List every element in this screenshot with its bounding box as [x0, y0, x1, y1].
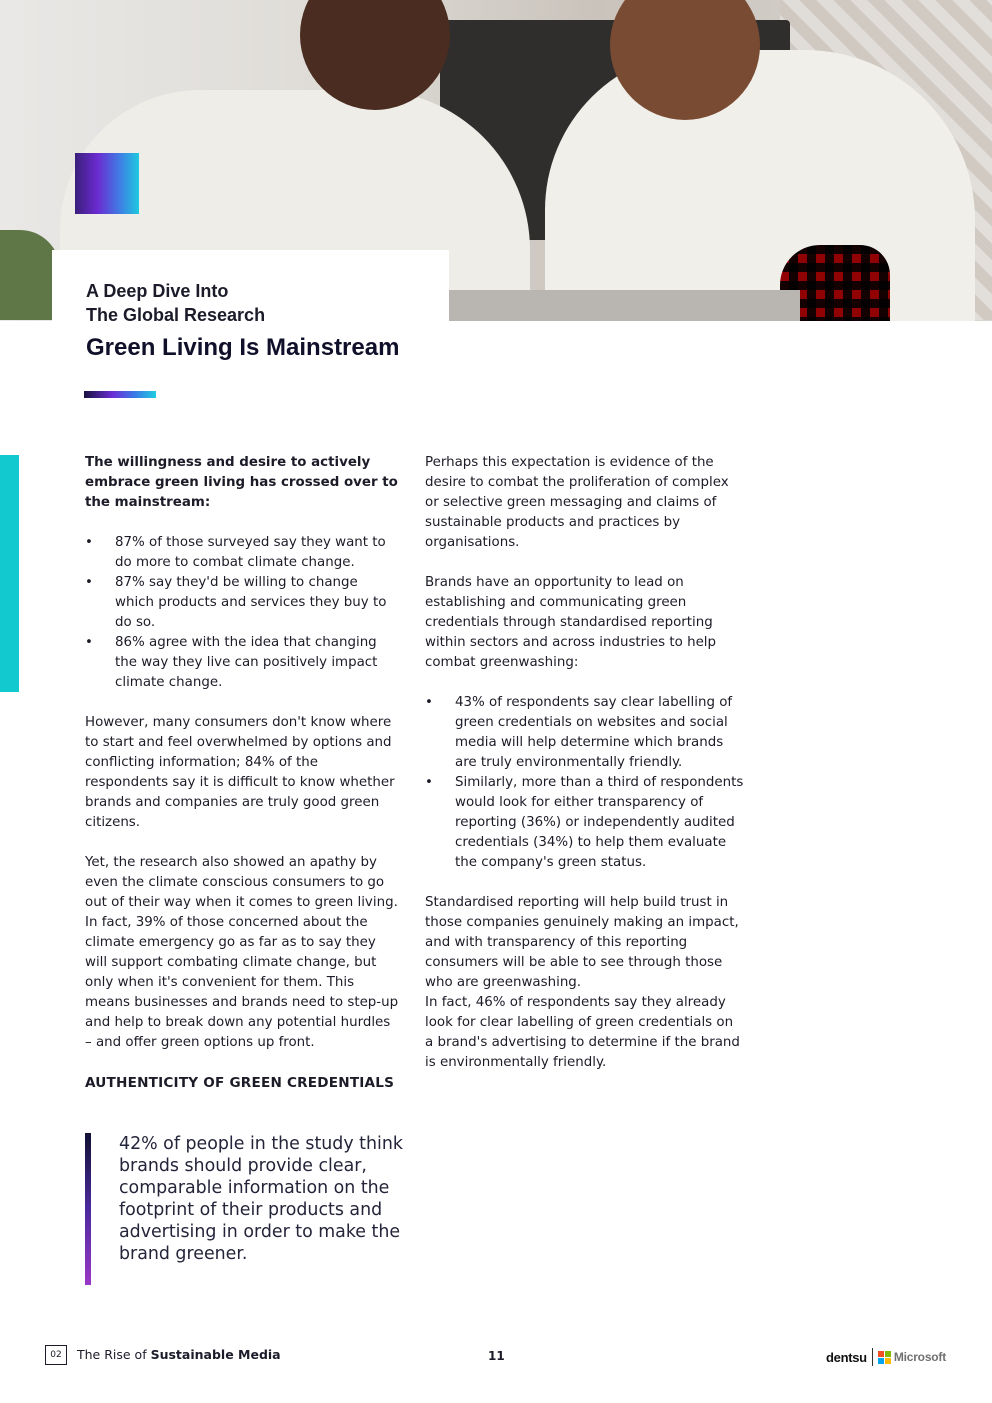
left-column: [85, 453, 400, 1103]
body-paragraph: Standardised reporting will help build trust in those companies genuinely making an impact, and with transparency of this reporting consumers will be able to see through those who are greenwashing.: [425, 895, 739, 990]
pull-quote-text: 42% of people in the study think brands should provide clear, comparable information on the footprint of their products and advertising in order to make the brand greener.: [119, 1134, 403, 1264]
section-heading: AUTHENTICITY OF GREEN CREDENTIALS: [85, 1075, 395, 1091]
list-item: [425, 773, 745, 873]
body-paragraph: Yet, the research also showed an apathy by even the climate conscious consumers to go out of their way when it comes to green living. In fact, 39% of those concerned about the climate emergency go as far as to say they will support combating climate change, but only when it's convenient for them. This means businesses and brands need to step-up and help to break down any potential hurdles – and offer green options up front.: [85, 855, 399, 1050]
microsoft-wordmark: Microsoft: [893, 1350, 947, 1364]
quote-gradient-bar: [85, 1133, 91, 1285]
bullet-icon: •: [425, 775, 433, 790]
lead-paragraph: The willingness and desire to actively embrace green living has crossed over to the mainstream:: [85, 455, 398, 510]
body-paragraph: Brands have an opportunity to lead on establishing and communicating green credentials through standardised reporting within sectors and across industries to help combat greenwashing:: [425, 575, 717, 670]
gradient-square-decoration: [75, 153, 139, 214]
report-title-prefix: The Rise of: [77, 1347, 147, 1362]
bullet-icon: •: [425, 695, 433, 710]
list-item: [85, 633, 400, 693]
page-title: Green Living Is Mainstream: [86, 334, 400, 361]
page-number: 11: [488, 1349, 505, 1363]
body-paragraph: However, many consumers don't know where to start and feel overwhelmed by options and conflicting information; 84% of the respondents say it is difficult to know whether brands and companies are truly good green citizens.: [85, 715, 395, 830]
list-item-text: 87% of those surveyed say they want to do more to combat climate change.: [115, 535, 386, 570]
body-paragraph: Perhaps this expectation is evidence of the desire to combat the proliferation of complex or selective green messaging and claims of sustainable products and practices by organisations.: [425, 455, 729, 550]
title-gradient-rule: [84, 391, 156, 398]
right-column: [425, 453, 745, 1093]
list-item-text: Similarly, more than a third of respondents would look for either transparency of reporting (36%) or independently audited credentials (34%) to help them evaluate the company's green status.: [455, 775, 744, 870]
bullet-icon: •: [85, 635, 93, 650]
dentsu-logo: dentsu: [826, 1349, 867, 1365]
bullet-icon: •: [85, 535, 93, 550]
report-title-bold: Sustainable Media: [150, 1347, 281, 1362]
microsoft-logo-icon: [878, 1351, 891, 1364]
bullet-icon: •: [85, 575, 93, 590]
list-item: [85, 533, 400, 573]
body-paragraph: In fact, 46% of respondents say they already look for clear labelling of green credentials on a brand's advertising to determine if the brand is environmentally friendly.: [425, 995, 740, 1070]
brand-logos: [826, 1348, 946, 1366]
kicker-line-1: A Deep Dive Into: [86, 281, 229, 301]
pull-quote: [85, 1133, 429, 1265]
list-item: [425, 693, 745, 773]
kicker-line-2: The Global Research: [86, 305, 266, 325]
logo-divider: [872, 1348, 873, 1366]
page-footer: [0, 1340, 992, 1370]
left-bullet-list: [85, 533, 400, 693]
chapter-number-badge: 02: [45, 1345, 67, 1365]
page-kicker: [86, 279, 265, 327]
side-accent-bar: [0, 455, 19, 692]
list-item: [85, 573, 400, 633]
report-title: [77, 1347, 281, 1362]
list-item-text: 86% agree with the idea that changing the way they live can positively impact climate change.: [115, 635, 378, 690]
list-item-text: 87% say they'd be willing to change which products and services they buy to do so.: [115, 575, 387, 630]
right-bullet-list: [425, 693, 745, 873]
list-item-text: 43% of respondents say clear labelling of green credentials on websites and social media will help determine which brands are truly environmentally friendly.: [455, 695, 733, 770]
